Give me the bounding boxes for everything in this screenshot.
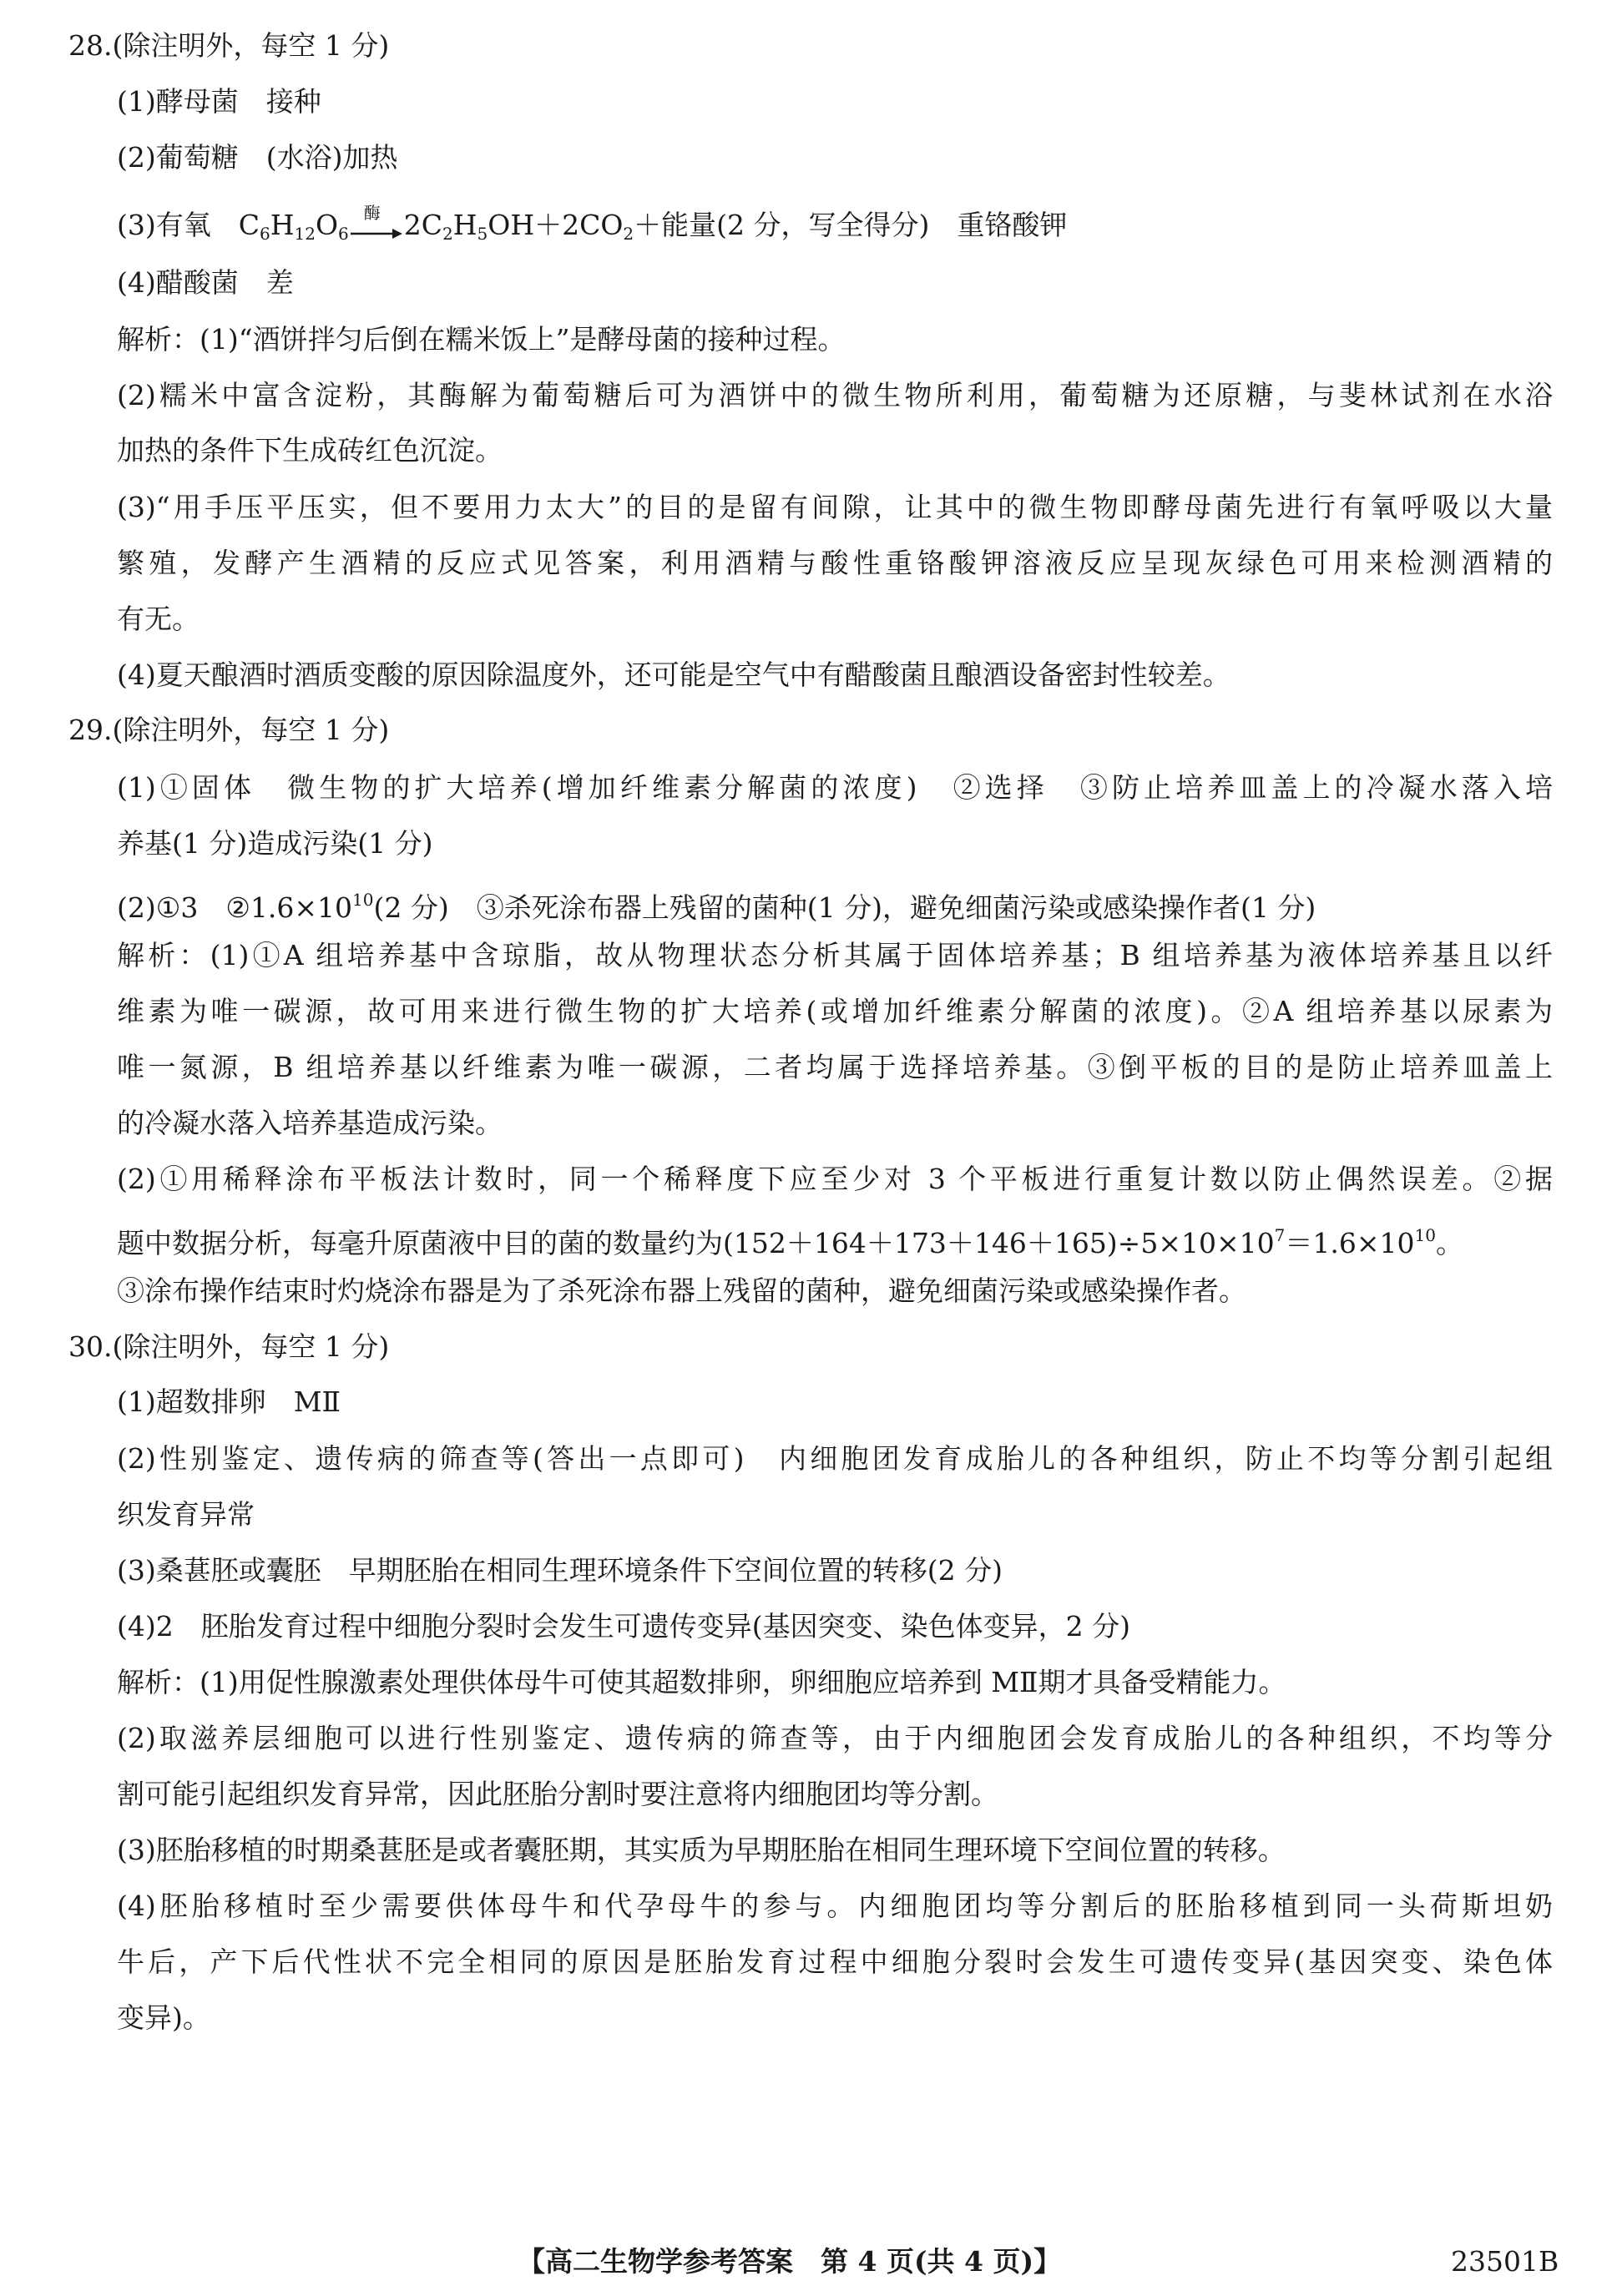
q30-explain-4a: (4)胚胎移植时至少需要供体母牛和代孕母牛的参与。内细胞团均等分割后的胚胎移植到同一头荷斯坦奶 (117, 1890, 1553, 1922)
q28-a3-pre: (3)有氧 C (117, 209, 260, 241)
q29-answer-1a: (1)①固体 微生物的扩大培养(增加纤维素分解菌的浓度) ②选择 ③防止培养皿盖上的冷凝水落入培 (117, 771, 1553, 804)
q29-e2b-exponent: 7 (1274, 1225, 1286, 1245)
q28-a3-sub: 2 (623, 224, 634, 244)
q28-a3-h: H (270, 209, 295, 241)
q28-header: 28.(除注明外，每空 1 分) (68, 29, 390, 62)
reaction-arrow-icon (349, 203, 404, 252)
q29-explain-2b (117, 1217, 1553, 1262)
q28-explain-4: (4)夏天酿酒时酒质变酸的原因除温度外，还可能是空气中有醋酸菌且酿酒设备密封性较差。 (117, 659, 1230, 691)
q29-answer-1b: 养基(1 分)造成污染(1 分) (117, 827, 433, 860)
q29-a2-pre: (2)①3 ②1.6×10 (117, 891, 353, 924)
q30-explain-4b: 牛后，产下后代性状不完全相同的原因是胚胎发育过程中细胞分裂时会发生可遗传变异(基因突变、染色体 (117, 1945, 1553, 1978)
q28-a3-sub: 12 (294, 224, 316, 244)
q30-answer-1: (1)超数排卵 MⅡ (117, 1385, 341, 1418)
q30-header: 30.(除注明外，每空 1 分) (68, 1330, 390, 1363)
q28-a3-sub: 6 (338, 224, 349, 244)
q30-explain-2a: (2)取滋养层细胞可以进行性别鉴定、遗传病的筛查等，由于内细胞团会发育成胎儿的各种组织，不均等分 (117, 1722, 1553, 1754)
q29-header: 29.(除注明外，每空 1 分) (68, 714, 390, 746)
q29-e2b-exponent: 10 (1414, 1225, 1436, 1245)
q29-explain-1a: 解析：(1)①A 组培养基中含琼脂，故从物理状态分析其属于固体培养基；B 组培养基为液体培养基且以纤 (117, 939, 1553, 971)
q29-explain-2c: ③涂布操作结束时灼烧涂布器是为了杀死涂布器上残留的菌种，避免细菌污染或感染操作者。 (117, 1274, 1246, 1307)
q28-explain-1: 解析：(1)“酒饼拌匀后倒在糯米饭上”是酵母菌的接种过程。 (117, 323, 846, 356)
q30-explain-2b: 割可能引起组织发育异常，因此胚胎分割时要注意将内细胞团均等分割。 (117, 1778, 998, 1810)
q29-e2b-mid: ＝1.6×10 (1285, 1227, 1415, 1259)
q29-a2-exponent: 10 (352, 890, 374, 910)
page-footer-title: 【高二生物学参考答案 第 4 页(共 4 页)】 (518, 2245, 1062, 2278)
enzyme-label: 酶 (363, 203, 381, 223)
q28-explain-3b: 繁殖，发酵产生酒精的反应式见答案，利用酒精与酸性重铬酸钾溶液反应呈现灰绿色可用来检测酒精的 (117, 547, 1553, 579)
q30-explain-4c: 变异)。 (117, 2001, 210, 2034)
q28-explain-2b: 加热的条件下生成砖红色沉淀。 (117, 434, 503, 467)
q29-explain-1b: 维素为唯一碳源，故可用来进行微生物的扩大培养(或增加纤维素分解菌的浓度)。②A 组培养基以尿素为 (117, 995, 1553, 1027)
q28-answer-4: (4)醋酸菌 差 (117, 266, 294, 299)
q29-e2b-post: 。 (1435, 1227, 1463, 1259)
page-footer-code: 23501B (1451, 2245, 1559, 2278)
q29-explain-2a: (2)①用稀释涂布平板法计数时，同一个稀释度下应至少对 3 个平板进行重复计数以防止偶然误差。②据 (117, 1163, 1553, 1195)
q28-answer-1: (1)酵母菌 接种 (117, 85, 321, 118)
q28-a3-sub: 5 (477, 224, 488, 244)
q28-a3-sub: 6 (260, 224, 270, 244)
q28-a3-product: 2C (403, 209, 443, 241)
q28-explain-2a: (2)糯米中富含淀粉，其酶解为葡萄糖后可为酒饼中的微生物所利用，葡萄糖为还原糖，与斐林试剂在水浴 (117, 379, 1553, 411)
q30-answer-2b: 织发育异常 (117, 1498, 255, 1531)
q29-e2b-pre: 题中数据分析，每毫升原菌液中目的菌的数量约为(152＋164＋173＋146＋165)÷5×10×10 (117, 1227, 1275, 1259)
q29-explain-1c: 唯一氮源，B 组培养基以纤维素为唯一碳源，二者均属于选择培养基。③倒平板的目的是防止培养皿盖上 (117, 1051, 1553, 1083)
q30-answer-3: (3)桑葚胚或囊胚 早期胚胎在相同生理环境条件下空间位置的转移(2 分) (117, 1554, 1003, 1587)
q28-a3-product: H (452, 209, 478, 241)
q30-answer-4: (4)2 胚胎发育过程中细胞分裂时会发生可遗传变异(基因突变、染色体变异，2 分) (117, 1610, 1130, 1643)
q30-explain-3: (3)胚胎移植的时期桑葚胚是或者囊胚期，其实质为早期胚胎在相同生理环境下空间位置的转移。 (117, 1834, 1286, 1866)
q30-answer-2a: (2)性别鉴定、遗传病的筛查等(答出一点即可) 内细胞团发育成胎儿的各种组织，防止不均等分割引起组 (117, 1442, 1553, 1475)
q28-a3-post: ＋能量(2 分，写全得分) 重铬酸钾 (634, 209, 1068, 241)
q30-explain-1: 解析：(1)用促性腺激素处理供体母牛可使其超数排卵，卵细胞应培养到 MⅡ期才具备受精能力。 (117, 1666, 1286, 1698)
q28-explain-3c: 有无。 (117, 603, 200, 635)
q28-answer-2: (2)葡萄糖 (水浴)加热 (117, 141, 398, 174)
q28-a3-o: O (315, 209, 339, 241)
q29-answer-2 (117, 881, 1553, 926)
q28-a3-product: OH＋2CO (488, 209, 624, 241)
q28-answer-3 (117, 203, 1553, 252)
q29-a2-post: (2 分) ③杀死涂布器上残留的菌种(1 分)，避免细菌污染或感染操作者(1 分) (373, 891, 1316, 924)
q28-a3-sub: 2 (442, 224, 453, 244)
q29-explain-1d: 的冷凝水落入培养基造成污染。 (117, 1107, 503, 1139)
q28-explain-3a: (3)“用手压平压实，但不要用力太大”的目的是留有间隙，让其中的微生物即酵母菌先进行有氧呼吸以大量 (117, 491, 1553, 523)
